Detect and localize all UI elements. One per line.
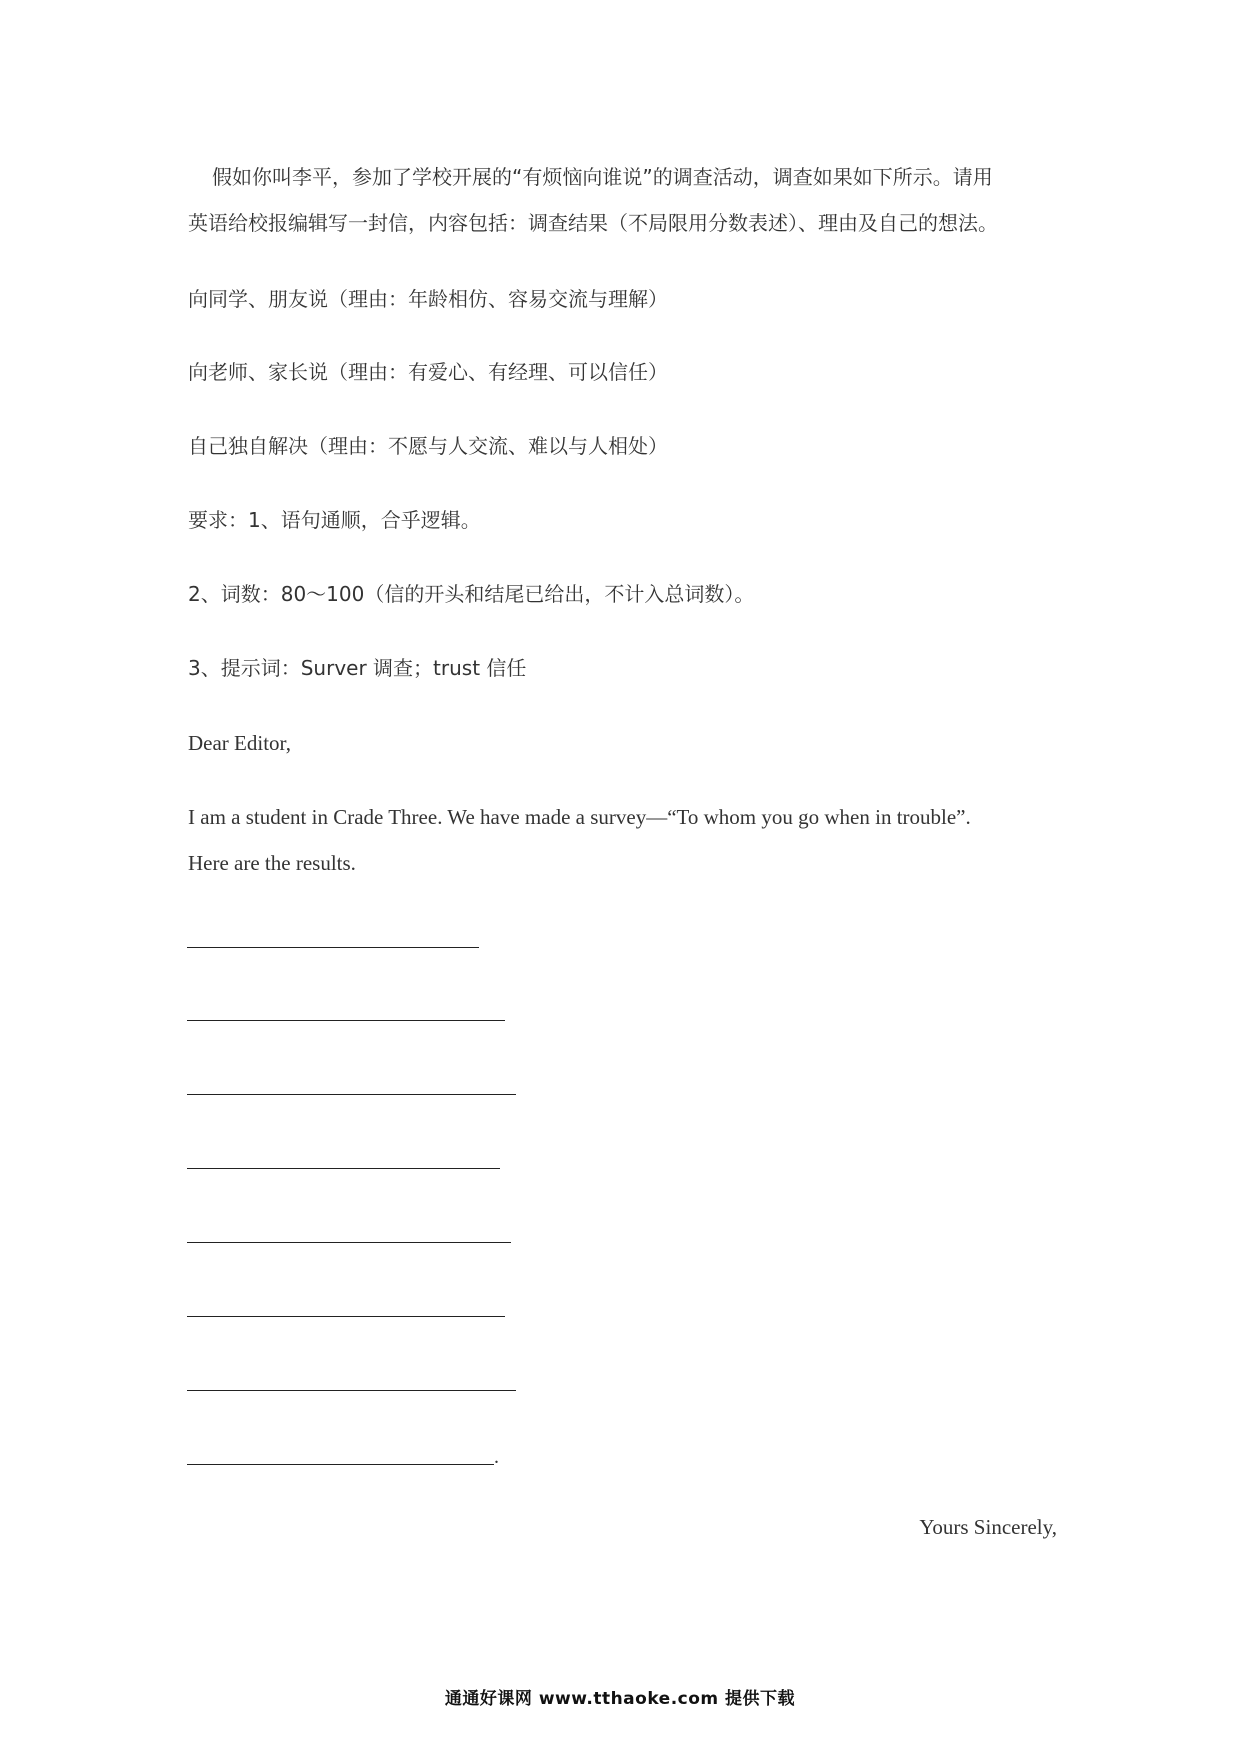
answer-blank-1[interactable]	[187, 947, 479, 948]
answer-blank-4[interactable]	[187, 1168, 500, 1169]
requirement-1: 要求：1、语句通顺，合乎逻辑。	[188, 508, 481, 532]
letter-body-line-1: I am a student in Crade Three. We have made a survey—“To whom you go when in trouble”.	[188, 805, 971, 829]
answer-blank-7[interactable]	[187, 1390, 516, 1391]
option-classmates: 向同学、朋友说（理由：年龄相仿、容易交流与理解）	[188, 287, 668, 311]
requirement-2: 2、词数：80～100（信的开头和结尾已给出，不计入总词数）。	[188, 582, 755, 606]
answer-blank-3[interactable]	[187, 1094, 516, 1095]
last-blank-period: .	[494, 1446, 499, 1468]
letter-salutation: Dear Editor,	[188, 731, 291, 755]
intro-line-1: 假如你叫李平，参加了学校开展的“有烦恼向谁说”的调查活动，调查如果如下所示。请用	[212, 165, 993, 189]
answer-blank-2[interactable]	[187, 1020, 505, 1021]
footer-download-note: 通通好课网 www.tthaoke.com 提供下载	[444, 1689, 796, 1709]
option-self: 自己独自解决（理由：不愿与人交流、难以与人相处）	[188, 434, 668, 458]
letter-closing: Yours Sincerely,	[919, 1515, 1057, 1539]
answer-blank-8[interactable]	[187, 1464, 494, 1465]
answer-blank-5[interactable]	[187, 1242, 511, 1243]
intro-line-2: 英语给校报编辑写一封信，内容包括：调查结果（不局限用分数表述）、理由及自己的想法。	[188, 211, 998, 235]
option-teachers: 向老师、家长说（理由：有爱心、有经理、可以信任）	[188, 360, 668, 384]
answer-blank-6[interactable]	[187, 1316, 505, 1317]
letter-body-line-2: Here are the results.	[188, 851, 356, 875]
requirement-3: 3、提示词：Surver 调查；trust 信任	[188, 656, 527, 680]
